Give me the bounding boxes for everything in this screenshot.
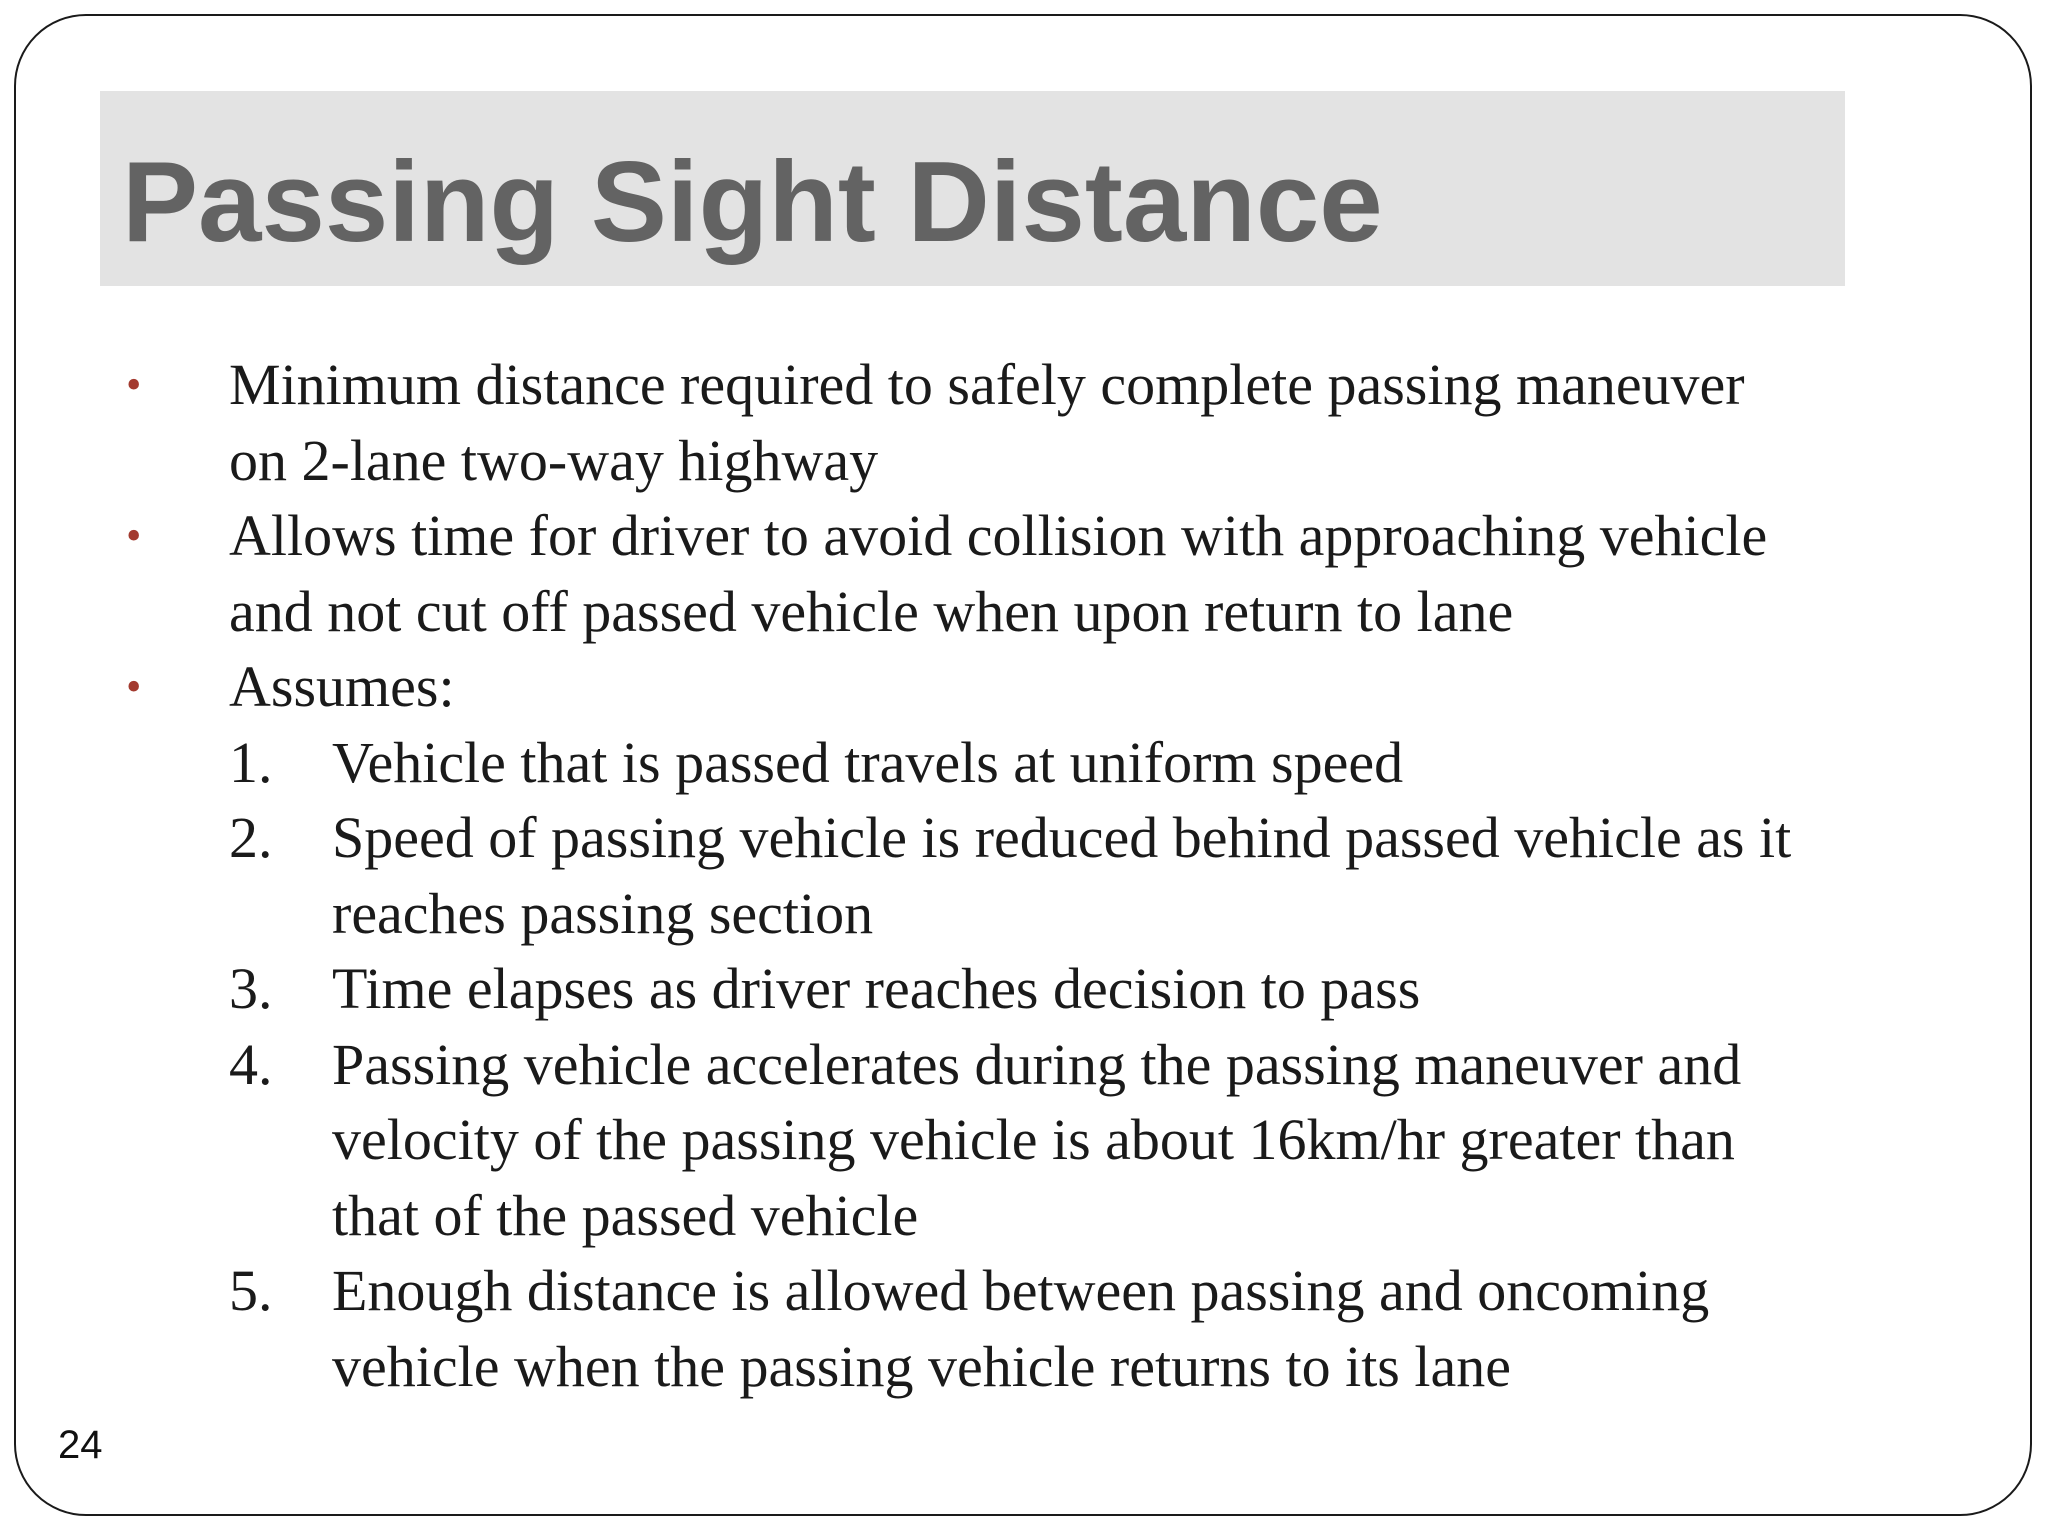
assumption-text-line: Vehicle that is passed travels at uniform speed [332,729,1404,795]
assumption-number: 1. [229,729,273,795]
assumption-item-2 [0,800,2048,951]
bullet-text-line: Minimum distance required to safely complete passing maneuver [229,352,1745,417]
assumption-item-5 [0,1253,2048,1404]
bullet-marker: • [126,662,142,711]
bullet-marker: • [126,511,142,560]
assumption-text-line: vehicle when the passing vehicle returns to its lane [332,1333,1511,1399]
bullet-text-line: on 2-lane two-way highway [229,427,879,493]
assumption-text-line: Speed of passing vehicle is reduced behind passed vehicle as it [332,805,1792,870]
assumption-text-line: Passing vehicle accelerates during the passing maneuver and [332,1031,1742,1097]
assumption-text-line: Time elapses as driver reaches decision to pass [332,956,1421,1021]
assumption-text-line: velocity of the passing vehicle is about 16km/hr greater than [332,1107,1735,1172]
assumption-number: 3. [229,956,273,1021]
bullet-text-line: Assumes: [229,654,455,719]
bullet-item-2 [0,498,2048,649]
assumption-number: 2. [229,805,273,870]
bullet-marker: • [126,360,142,409]
assumption-item-1 [0,725,2048,801]
slide-body [0,347,2048,1404]
assumption-number: 5. [229,1258,273,1323]
assumption-text-line: Enough distance is allowed between passing and oncoming [332,1258,1710,1323]
bullet-text-line: Allows time for driver to avoid collision with approaching vehicle [229,503,1768,568]
bullet-item-1 [0,347,2048,498]
page-number: 24 [58,1423,103,1467]
bullet-text-line: and not cut off passed vehicle when upon return to lane [229,578,1514,644]
assumption-item-3 [0,951,2048,1027]
assumption-number: 4. [229,1031,273,1097]
slide-title: Passing Sight Distance [122,139,1383,266]
assumption-text-line: that of the passed vehicle [332,1182,919,1248]
assumption-text-line: reaches passing section [332,880,874,946]
assumption-item-4 [0,1027,2048,1254]
bullet-item-3 [0,649,2048,725]
